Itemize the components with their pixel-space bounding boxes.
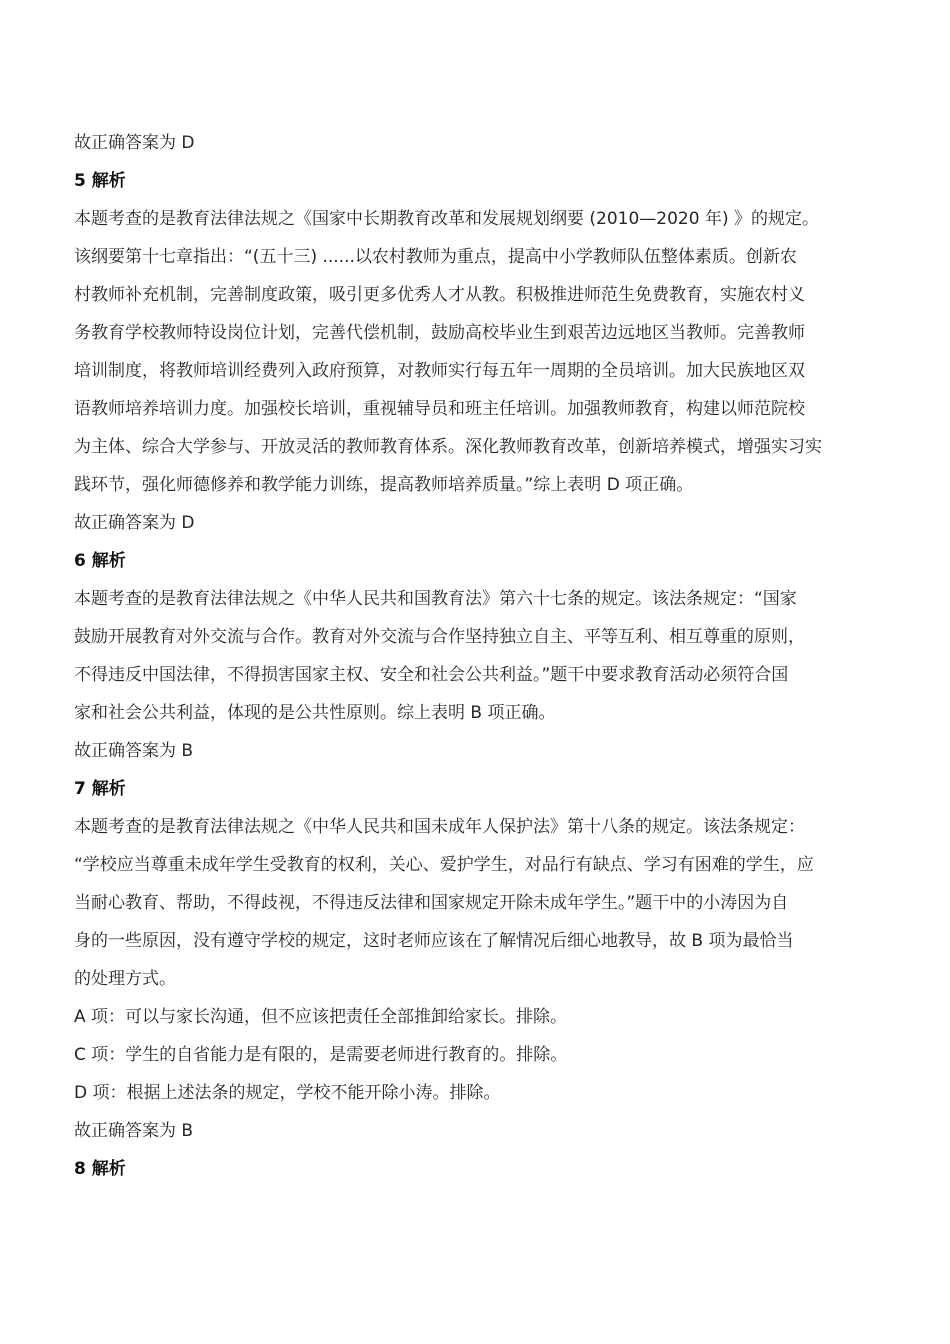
paragraph-line: 本题考查的是教育法律法规之《中华人民共和国未成年人保护法》第十八条的规定。该法条规定： [74, 817, 805, 837]
paragraph-line: 鼓励开展教育对外交流与合作。教育对外交流与合作坚持独立自主、平等互利、相互尊重的原则， [74, 627, 805, 647]
answer-line: 故正确答案为 D [74, 133, 195, 153]
section-heading-8: 8 解析 [74, 1159, 126, 1179]
paragraph-line: “学校应当尊重未成年学生受教育的权利，关心、爱护学生，对品行有缺点、学习有困难的学生，应 [74, 855, 814, 875]
explanation-paragraph-7 [74, 808, 882, 998]
paragraph-line: 该纲要第十七章指出：“(五十三) ......以农村教师为重点，提高中小学教师队伍整体素质。创新农 [74, 247, 797, 267]
section-heading-5: 5 解析 [74, 171, 126, 191]
paragraph-line: 培训制度，将教师培训经费列入政府预算，对教师实行每五年一周期的全员培训。加大民族地区双 [74, 361, 805, 381]
paragraph-line: 为主体、综合大学参与、开放灵活的教师教育体系。深化教师教育改革，创新培养模式，增强实习实 [74, 437, 822, 457]
option-note-c: C 项：学生的自省能力是有限的，是需要老师进行教育的。排除。 [74, 1045, 568, 1065]
paragraph-line: 本题考查的是教育法律法规之《国家中长期教育改革和发展规划纲要 (2010—2020 年) 》的规定。 [74, 209, 820, 229]
paragraph-line: 家和社会公共利益，体现的是公共性原则。综上表明 B 项正确。 [74, 703, 556, 723]
paragraph-line: 身的一些原因，没有遵守学校的规定，这时老师应该在了解情况后细心地教导，故 B 项为最恰当 [74, 931, 794, 951]
paragraph-line: 务教育学校教师特设岗位计划，完善代偿机制，鼓励高校毕业生到艰苦边远地区当教师。完善教师 [74, 323, 805, 343]
answer-line: 故正确答案为 B [74, 741, 194, 761]
paragraph-line: 村教师补充机制，完善制度政策，吸引更多优秀人才从教。积极推进师范生免费教育，实施农村义 [74, 285, 805, 305]
answer-line: 故正确答案为 D [74, 513, 195, 533]
paragraph-line: 践环节，强化师德修养和教学能力训练，提高教师培养质量。”综上表明 D 项正确。 [74, 475, 694, 495]
section-heading-6: 6 解析 [74, 551, 126, 571]
section-heading-7: 7 解析 [74, 779, 126, 799]
explanation-paragraph-6 [74, 580, 882, 732]
paragraph-line: 不得违反中国法律，不得损害国家主权、安全和社会公共利益。”题干中要求教育活动必须符合国 [74, 665, 789, 685]
paragraph-line: 的处理方式。 [74, 969, 176, 989]
option-note-a: A 项：可以与家长沟通，但不应该把责任全部推卸给家长。排除。 [74, 1007, 568, 1027]
option-note-d: D 项：根据上述法条的规定，学校不能开除小涛。排除。 [74, 1083, 501, 1103]
paragraph-line: 语教师培养培训力度。加强校长培训，重视辅导员和班主任培训。加强教师教育，构建以师范院校 [74, 399, 805, 419]
answer-line: 故正确答案为 B [74, 1121, 194, 1141]
paragraph-line: 当耐心教育、帮助，不得歧视，不得违反法律和国家规定开除未成年学生。”题干中的小涛因为自 [74, 893, 789, 913]
paragraph-line: 本题考查的是教育法律法规之《中华人民共和国教育法》第六十七条的规定。该法条规定：“国家 [74, 589, 797, 609]
document-page [74, 124, 882, 1188]
explanation-paragraph-5 [74, 200, 882, 504]
